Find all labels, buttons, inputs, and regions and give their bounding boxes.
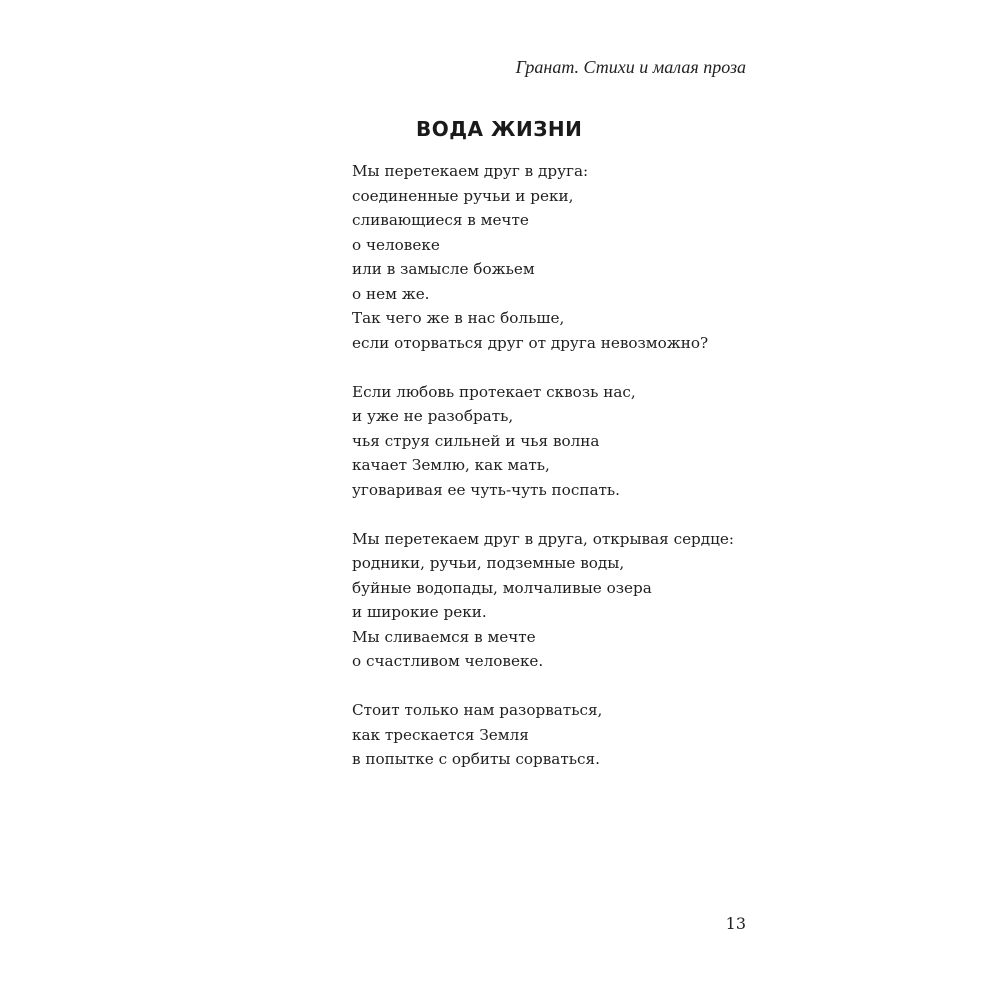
page-number: 13 [725,914,746,933]
poem-line: родники, ручьи, подземные воды, [352,554,625,572]
poem-line: в попытке с орбиты сорваться. [352,750,600,768]
poem-line: Мы сливаемся в мечте [352,627,536,646]
poem-line: буйные водопады, молчаливые озера [352,578,652,597]
running-head: Гранат. Стихи и малая проза [515,57,746,77]
stanza-4 [352,698,772,772]
poem-line: чья струя сильней и чья волна [352,431,600,450]
poem-body [352,159,772,796]
poem-line: и широкие реки. [352,603,487,621]
poem-line: и уже не разобрать, [352,407,514,425]
poem-line: Стоит только нам разорваться, [352,701,603,719]
poem-line: Мы перетекаем друг в друга, открывая сердце: [352,529,735,548]
poem-line: Так чего же в нас больше, [352,309,565,327]
poem-line: соединенные ручьи и реки, [352,186,574,205]
poem-line: о нем же. [352,284,430,303]
poem-line: если оторваться друг от друга невозможно? [352,333,709,352]
poem-line: как трескается Земля [352,725,529,744]
stanza-1 [352,159,772,355]
stanza-3 [352,527,772,674]
poem-line: о счастливом человеке. [352,652,544,670]
poem-title: ВОДА ЖИЗНИ [416,117,583,141]
poem-line: сливающиеся в мечте [352,211,529,229]
poem-line: о человеке [352,235,440,254]
poem-line: Мы перетекаем друг в друга: [352,162,589,180]
poem-line: уговаривая ее чуть-чуть поспать. [352,480,621,499]
poem-line: или в замысле божьем [352,260,535,278]
stanza-2 [352,380,772,503]
poem-line: качает Землю, как мать, [352,456,550,474]
poem-line: Если любовь протекает сквозь нас, [352,382,636,401]
